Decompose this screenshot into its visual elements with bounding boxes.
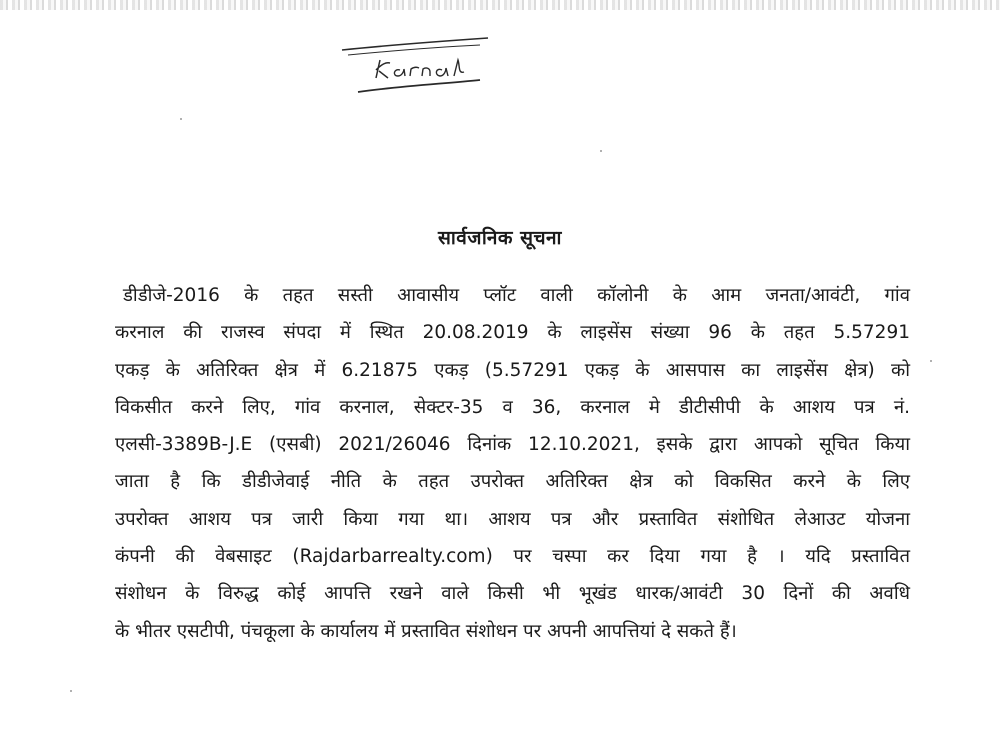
- notice-line: उपरोक्त आशय पत्र जारी किया गया था। आशय पत्र और प्रस्तावित संशोधित लेआउट योजना: [115, 508, 910, 530]
- scan-edge-noise: [0, 0, 1000, 10]
- scan-speck: [70, 690, 72, 692]
- notice-line: संशोधन के विरुद्ध कोई आपत्ति रखने वाले किसी भी भूखंड धारक/आवंटी 30 दिनों की अवधि: [115, 583, 910, 605]
- notice-line: जाता है कि डीडीजेवाई नीति के तहत उपरोक्त अतिरिक्त क्षेत्र को विकसित करने के लिए: [115, 471, 910, 493]
- notice-line: कंपनी की वेबसाइट (Rajdarbarrealty.com) पर चस्पा कर दिया गया है । यदि प्रस्तावित: [115, 546, 910, 568]
- notice-title: सार्वजनिक सूचना: [438, 227, 562, 249]
- notice-line: डीडीजे-2016 के तहत सस्ती आवासीय प्लॉट वाली कॉलोनी के आम जनता/आवंटी, गांव: [123, 285, 910, 306]
- notice-line: एलसी-3389B-J.E (एसबी) 2021/26046 दिनांक 12.10.2021, इसके द्वारा आपको सूचित किया: [115, 434, 910, 456]
- notice-line: विकसीत करने लिए, गांव करनाल, सेक्टर-35 व 36, करनाल मे डीटीसीपी के आशय पत्र नं.: [115, 396, 910, 418]
- notice-line: एकड़ के अतिरिक्त क्षेत्र में 6.21875 एकड़ (5.57291 एकड़ के आसपास का लाइसेंस क्षेत्र) को: [115, 359, 910, 381]
- handwritten-karnal-signature: [330, 30, 500, 100]
- scan-speck: [180, 118, 182, 120]
- scan-speck: [930, 360, 932, 362]
- notice-line: के भीतर एसटीपी, पंचकूला के कार्यालय में प्रस्तावित संशोधन पर अपनी आपत्तियां दे सकते हैं।: [115, 620, 737, 642]
- notice-body: [115, 277, 910, 650]
- notice-line: करनाल की राजस्व संपदा में स्थित 20.08.2019 के लाइसेंस संख्या 96 के तहत 5.57291: [115, 322, 910, 344]
- handwritten-annotation: [330, 30, 500, 100]
- scan-speck: [600, 150, 602, 152]
